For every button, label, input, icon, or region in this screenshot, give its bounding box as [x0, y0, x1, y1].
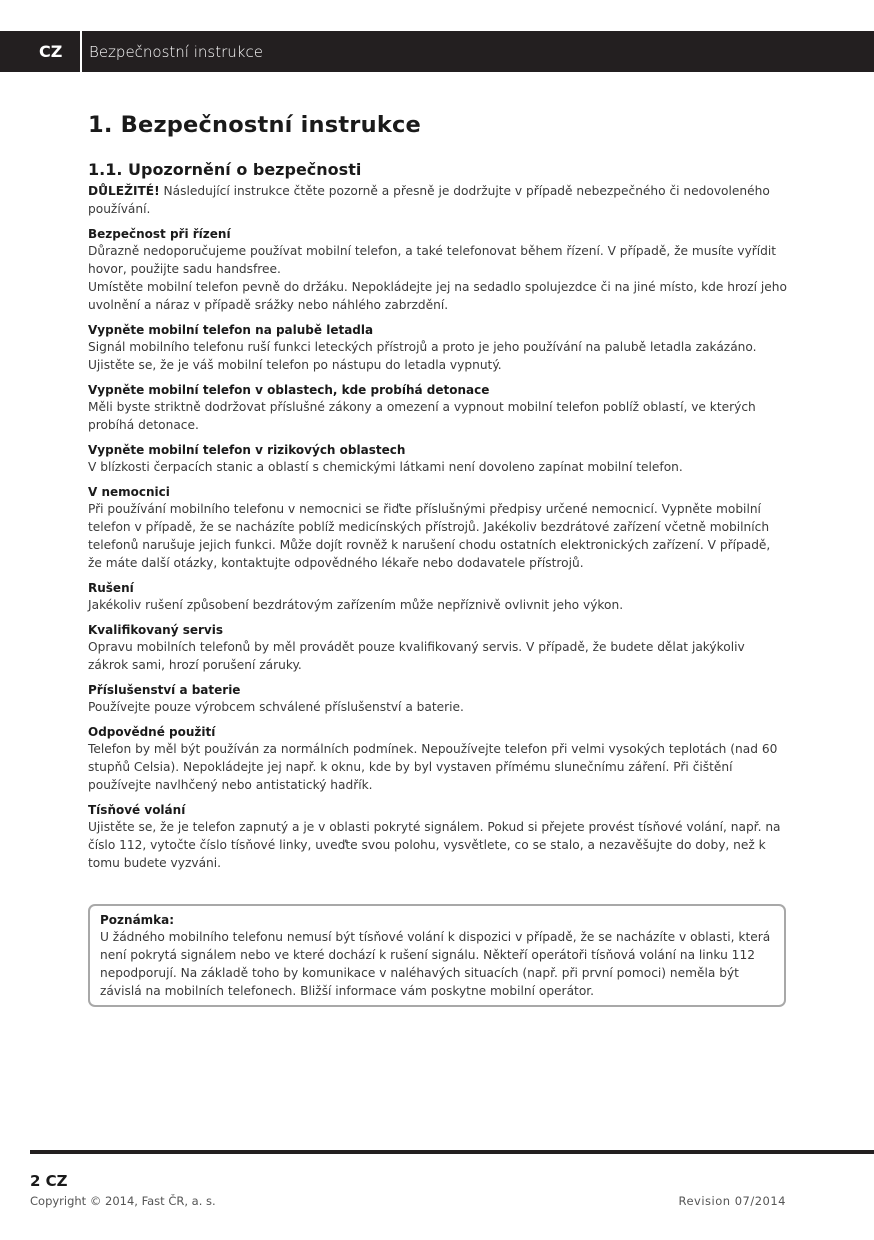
section-paragraph: Měli byste striktně dodržovat příslušné zákony a omezení a vypnout mobilní telefon poblíž oblastí, ve kterých probíhá detonace. — [88, 400, 756, 432]
note-title: Poznámka: — [100, 913, 175, 927]
section-paragraph: Používejte pouze výrobcem schválené příslušenství a baterie. — [88, 700, 464, 714]
section-paragraph: Telefon by měl být používán za normálních podmínek. Nepoužívejte telefon při velmi vysokých teplotách (nad 60 stupňů Celsia). Nepokládejte jej např. k oknu, kde by byl vystaven přímému slunečnímu záření. Při čištění používejte navlhčený nebo antistatický hadřík. — [88, 742, 778, 792]
section-emergency — [88, 802, 788, 872]
section-title: Kvalifikovaný servis — [88, 623, 223, 637]
intro-paragraph — [88, 182, 788, 218]
header-bar — [0, 31, 874, 72]
section-paragraph: Jakékoliv rušení způsobení bezdrátovým zařízením může nepříznivě ovlivnit jeho výkon. — [88, 598, 624, 612]
intro-important-label: DŮLEŽITÉ! — [88, 184, 160, 198]
section-risk-areas — [88, 442, 788, 476]
page-number: 2 CZ — [30, 1172, 68, 1190]
section-title: Tísňové volání — [88, 803, 186, 817]
section-title: Bezpečnost při řízení — [88, 227, 231, 241]
copyright: Copyright © 2014, Fast ČR, a. s. — [30, 1194, 216, 1208]
section-responsible-use — [88, 724, 788, 794]
section-driving — [88, 226, 788, 314]
section-title: V nemocnici — [88, 485, 170, 499]
section-hospital — [88, 484, 788, 572]
intro-text: Následující instrukce čtěte pozorně a přesně je dodržujte v případě nebezpečného či nedovoleného používání. — [88, 184, 770, 216]
footer-rule — [30, 1150, 874, 1154]
section-title: Odpovědné použití — [88, 725, 216, 739]
main-content — [88, 112, 788, 872]
language-code: CZ — [39, 42, 63, 61]
section-accessories — [88, 682, 788, 716]
section-paragraph: Signál mobilního telefonu ruší funkci leteckých přístrojů a proto je jeho používání na palubě letadla zakázáno. Ujistěte se, že je váš mobilní telefon po nástupu do letadla vypnutý. — [88, 340, 757, 372]
page-title: 1. Bezpečnostní instrukce — [88, 112, 421, 138]
section-paragraph: Ujistěte se, že je telefon zapnutý a je v oblasti pokryté signálem. Pokud si přejete provést tísňové volání, např. na číslo 112, vytočte číslo tísňové linky, uveďte svou polohu, vysvětlete, co se stalo, a nezavěšujte do doby, než k tomu budete vyzváni. — [88, 820, 781, 870]
note-body: U žádného mobilního telefonu nemusí být tísňové volání k dispozici v případě, že se nacházíte v oblasti, která není pokrytá signálem nebo ve které dochází k rušení signálu. Někteří operátoři tísňová volání na linku 112 nepodporují. Na základě toho by komunikace v naléhavých situacích (např. při první pomoci) neměla být závislá na mobilních telefonech. Bližší informace vám poskytne mobilní operátor. — [100, 930, 771, 998]
section-paragraph: Opravu mobilních telefonů by měl provádět pouze kvalifikovaný servis. V případě, že budete dělat jakýkoliv zákrok sami, hrozí porušení záruky. — [88, 640, 745, 672]
section-title: Vypněte mobilní telefon v oblastech, kde probíhá detonace — [88, 383, 490, 397]
header-title: Bezpečnostní instrukce — [89, 43, 263, 61]
note-box — [88, 904, 786, 1007]
section-aircraft — [88, 322, 788, 374]
section-title: Příslušenství a baterie — [88, 683, 241, 697]
section-paragraph: Důrazně nedoporučujeme používat mobilní telefon, a také telefonovat během řízení. V případě, že musíte vyřídit hovor, použijte sadu handsfree. — [88, 244, 777, 276]
section-title: Vypněte mobilní telefon na palubě letadla — [88, 323, 374, 337]
section-heading: 1.1. Upozornění o bezpečnosti — [88, 160, 362, 179]
section-interference — [88, 580, 788, 614]
header-divider — [80, 31, 82, 72]
section-paragraph: V blízkosti čerpacích stanic a oblastí s chemickými látkami není dovoleno zapínat mobilní telefon. — [88, 460, 683, 474]
section-paragraph: Při používání mobilního telefonu v nemocnici se řiďte příslušnými předpisy určené nemocnicí. Vypněte mobilní telefon v případě, že se nacházíte poblíž medicínských přístrojů. Jakékoliv bezdrátové zařízení včetně mobilních telefonů narušuje jejich funkci. Může dojít rovněž k narušení chodu ostatních elektronických zařízení. V případě, že máte další otázky, kontaktujte odpovědného lékaře nebo dodavatele přístrojů. — [88, 502, 771, 570]
revision: Revision 07/2014 — [678, 1194, 786, 1208]
section-detonation — [88, 382, 788, 434]
section-paragraph: Umístěte mobilní telefon pevně do držáku. Nepokládejte jej na sedadlo spolujezdce či na jiné místo, kde hrozí jeho uvolnění a náraz v případě srážky nebo náhlého zabrzdění. — [88, 280, 787, 312]
section-service — [88, 622, 788, 674]
section-title: Vypněte mobilní telefon v rizikových oblastech — [88, 443, 406, 457]
section-title: Rušení — [88, 581, 134, 595]
